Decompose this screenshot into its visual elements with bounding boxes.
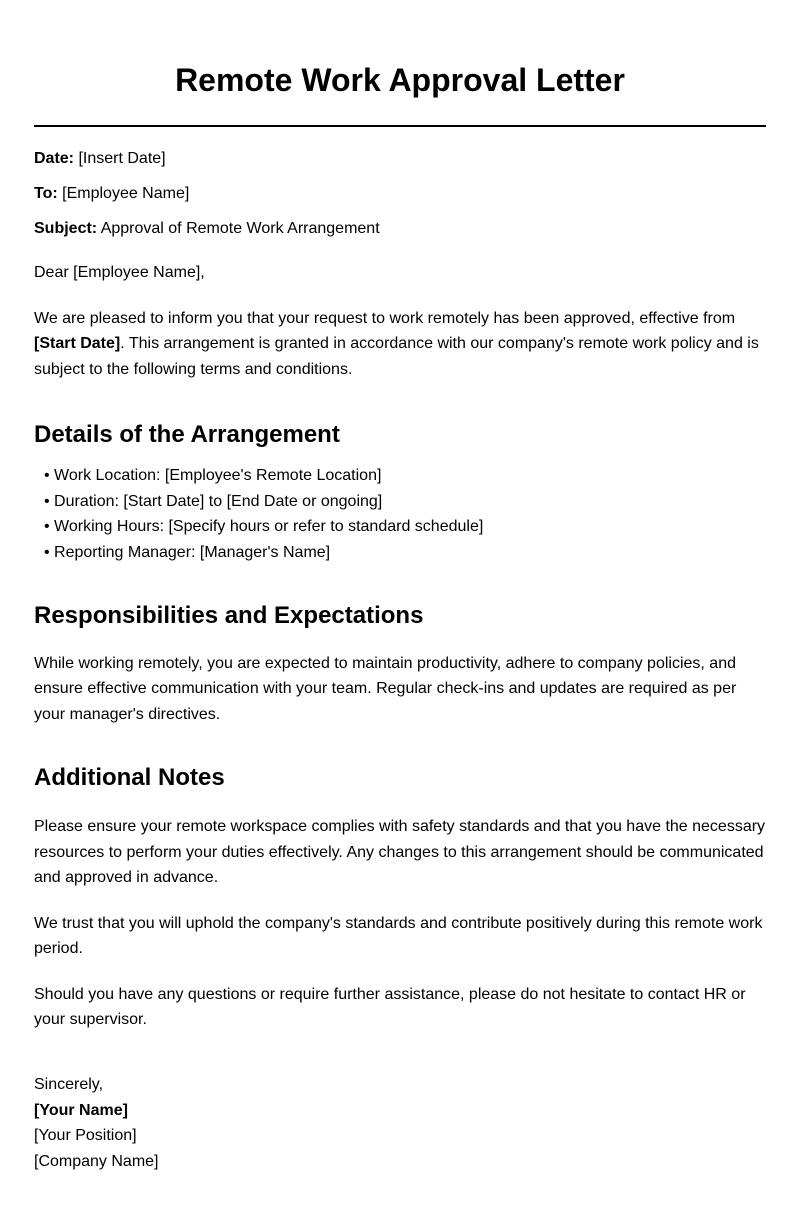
questions-paragraph: Should you have any questions or require further assistance, please do not hesitate to contact HR or your supervisor.: [34, 985, 746, 1029]
details-list: [34, 463, 766, 566]
trust-paragraph: We trust that you will uphold the company's standards and contribute positively during this remote work period.: [34, 914, 763, 958]
list-item: • Work Location: [Employee's Remote Location]: [44, 467, 382, 484]
list-item: • Reporting Manager: [Manager's Name]: [44, 544, 331, 562]
subject-label: Subject:: [34, 220, 98, 237]
list-item: • Working Hours: [Specify hours or refer to standard schedule]: [44, 518, 484, 536]
signature-block: [34, 1072, 766, 1175]
subject-line: [34, 218, 766, 240]
date-value: [Insert Date]: [78, 150, 166, 167]
page-title: Remote Work Approval Letter: [175, 62, 625, 98]
to-value: [Employee Name]: [62, 185, 190, 202]
intro-text-before: We are pleased to inform you that your request to work remotely has been approved, effective from: [34, 309, 736, 327]
responsibilities-paragraph: While working remotely, you are expected to maintain productivity, adhere to company policies, and ensure effective communication with your team. Regular check-ins and updates are required as per your manager's directives.: [34, 654, 737, 723]
salutation: Dear [Employee Name],: [34, 264, 205, 281]
date-label: Date:: [34, 150, 75, 167]
to-label: To:: [34, 185, 58, 202]
signature-company: [Company Name]: [34, 1153, 159, 1171]
notes-heading: Additional Notes: [34, 764, 225, 792]
intro-text-after: . This arrangement is granted in accordance with our company's remote work policy and is subject to the following terms and conditions.: [34, 335, 759, 378]
to-line: [34, 183, 766, 205]
signature-name: [Your Name]: [34, 1101, 128, 1119]
signature-closing: Sincerely,: [34, 1075, 104, 1093]
list-item: • Duration: [Start Date] to [End Date or ongoing]: [44, 492, 383, 510]
intro-start-date: [Start Date]: [34, 335, 121, 352]
intro-paragraph: [34, 306, 766, 383]
responsibilities-heading: Responsibilities and Expectations: [34, 601, 424, 629]
signature-position: [Your Position]: [34, 1127, 137, 1145]
date-line: [34, 148, 766, 170]
details-heading: Details of the Arrangement: [34, 421, 340, 448]
subject-value: Approval of Remote Work Arrangement: [100, 220, 380, 237]
title-divider: [34, 125, 766, 127]
notes-paragraph: Please ensure your remote workspace complies with safety standards and that you have the necessary resources to perform your duties effectively. Any changes to this arrangement should be communicated and approved in advance.: [34, 818, 766, 887]
